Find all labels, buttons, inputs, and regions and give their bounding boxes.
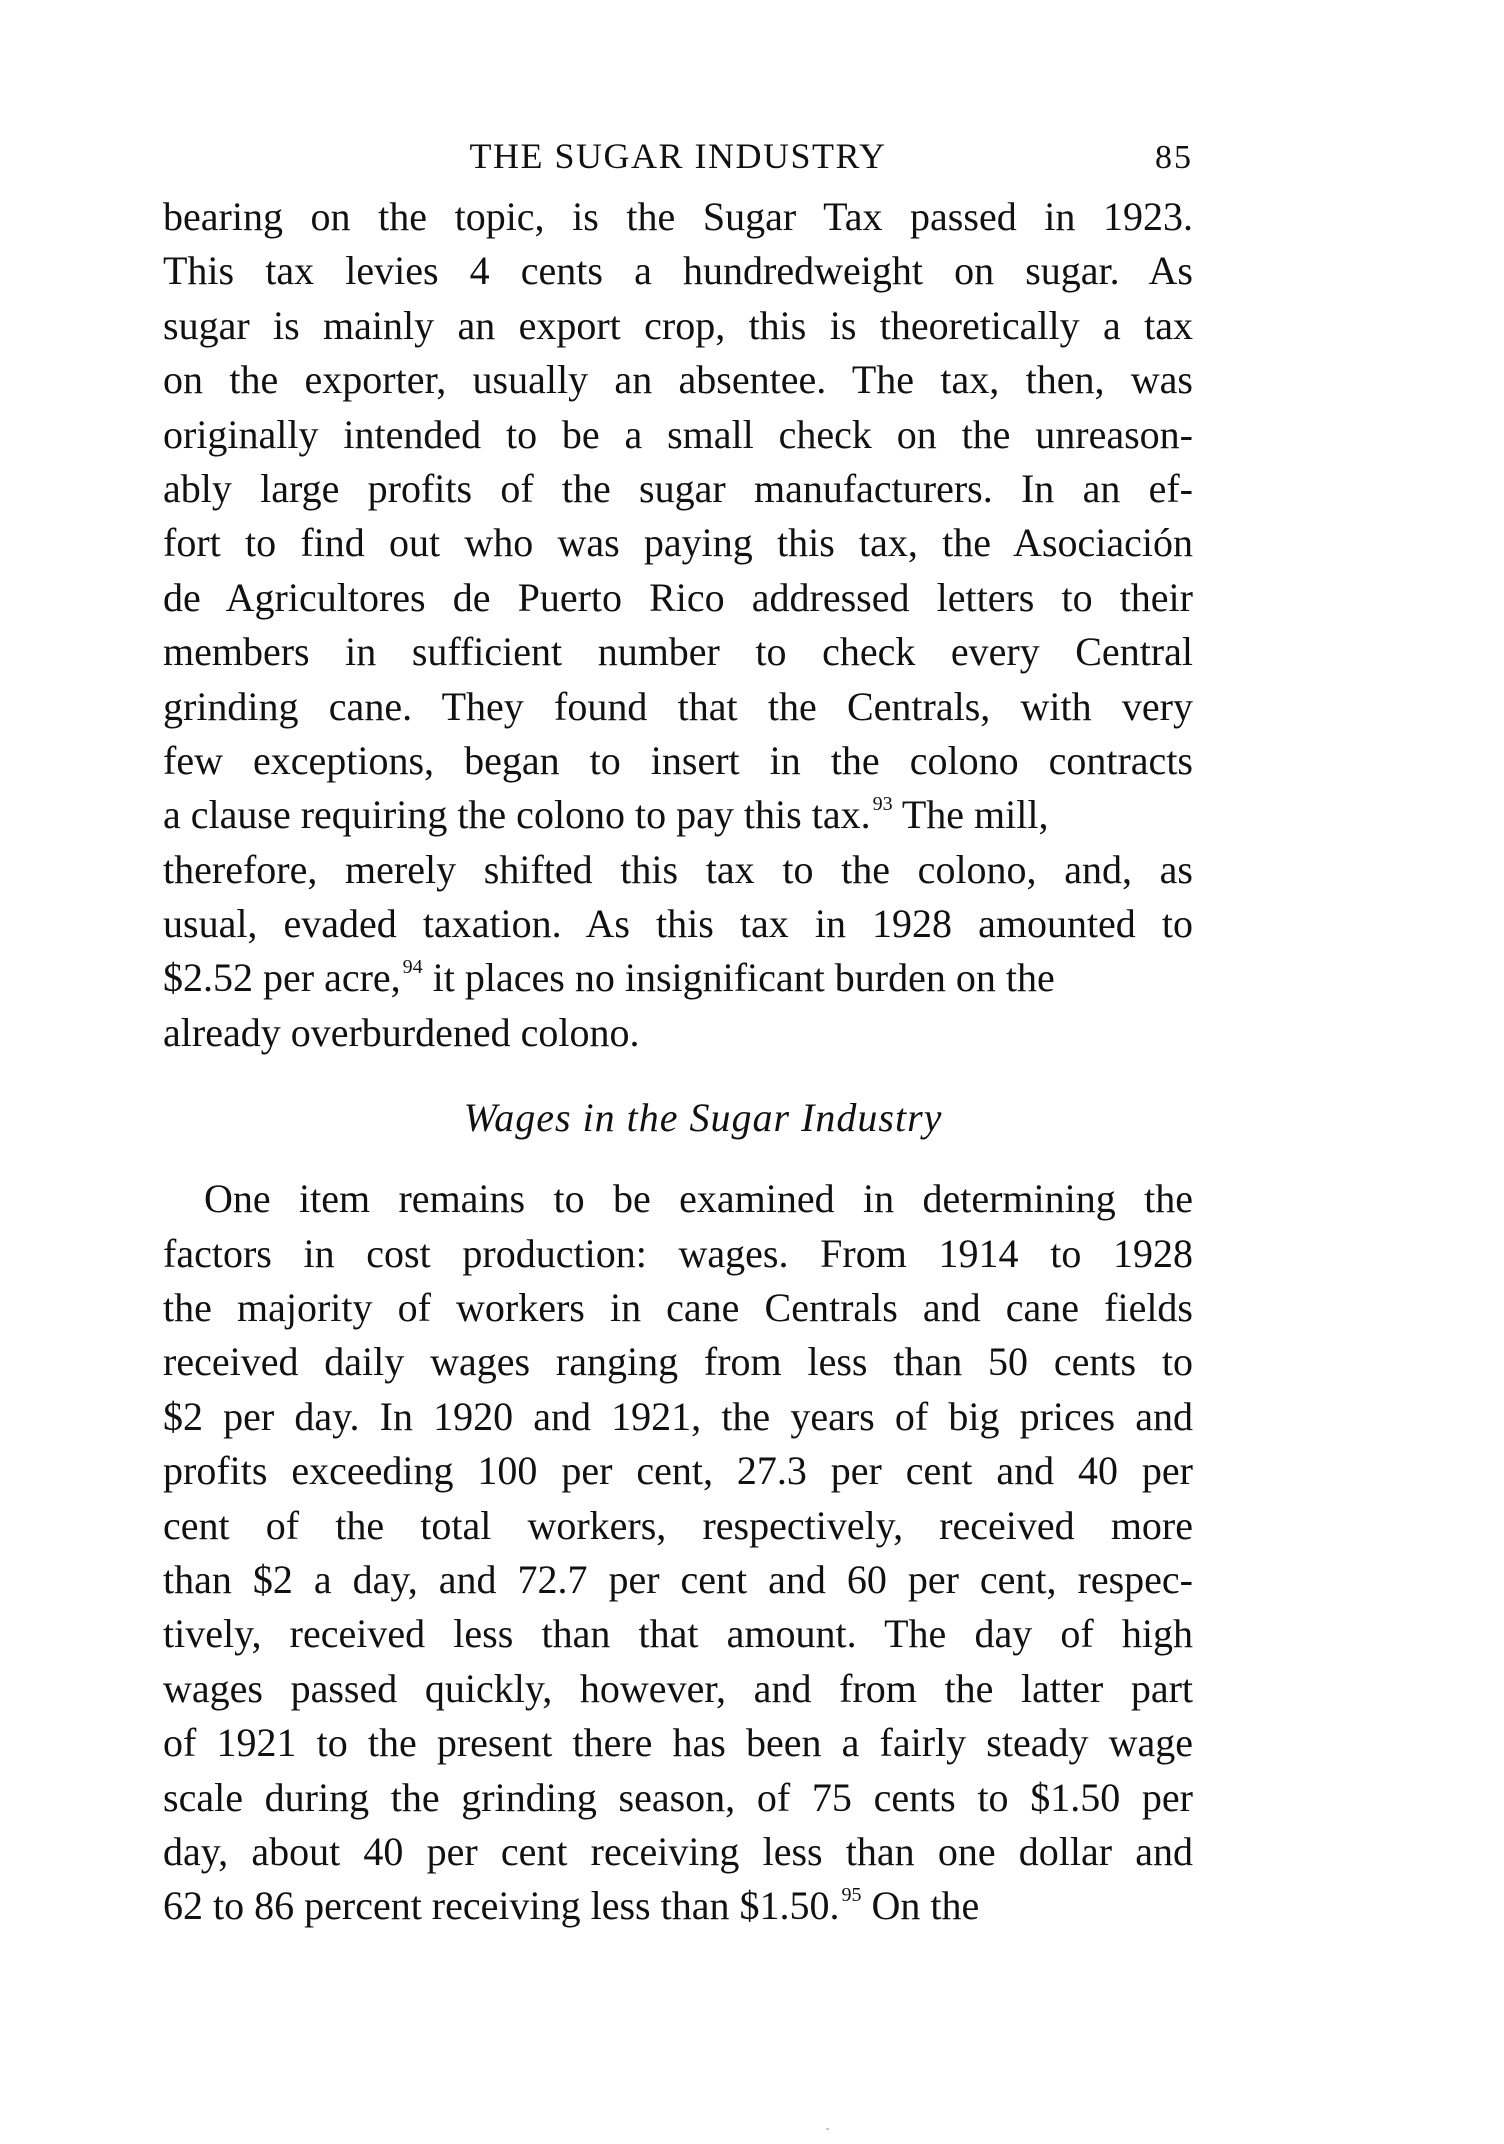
running-head xyxy=(163,128,1193,184)
text-line: grinding cane. They found that the Centrals, with very xyxy=(163,683,1193,729)
text-segment: a clause requiring the colono to pay this tax. xyxy=(163,792,871,838)
spacer xyxy=(163,1060,1193,1086)
text-line: cent of the total workers, respectively, received more xyxy=(163,1502,1193,1548)
footnote-ref-95[interactable]: 95 xyxy=(841,1884,862,1907)
text-segment: The mill, xyxy=(892,792,1049,838)
text-line: usual, evaded taxation. As this tax in 1928 amounted to xyxy=(163,901,1193,947)
text-line: This tax levies 4 cents a hundredweight on sugar. As xyxy=(163,248,1193,294)
text-line: One item remains to be examined in determining the xyxy=(204,1176,1193,1222)
text-line: day, about 40 per cent receiving less than one dollar and xyxy=(163,1828,1193,1874)
page-number: 85 xyxy=(1155,139,1193,176)
text-segment: On the xyxy=(861,1883,980,1929)
footnote-ref-93[interactable]: 93 xyxy=(872,793,893,816)
text-line: received daily wages ranging from less than 50 cents to xyxy=(163,1339,1193,1385)
text-line: the majority of workers in cane Centrals and cane fields xyxy=(163,1285,1193,1331)
text-line: originally intended to be a small check on the unreason- xyxy=(163,411,1193,457)
paragraph-1 xyxy=(163,190,1193,1060)
text-segment: $2.52 per acre, xyxy=(163,955,401,1001)
section-heading: Wages in the Sugar Industry xyxy=(463,1095,943,1141)
spacer xyxy=(163,1150,1193,1172)
text-line: than $2 a day, and 72.7 per cent and 60 per cent, respec- xyxy=(163,1556,1193,1602)
paragraph-2 xyxy=(163,1172,1193,1933)
text-line: $2 per day. In 1920 and 1921, the years of big prices and xyxy=(163,1393,1193,1439)
text-line: wages passed quickly, however, and from the latter part xyxy=(163,1665,1193,1711)
body-text xyxy=(163,190,1193,1934)
text-line: fort to find out who was paying this tax, the Asociación xyxy=(163,520,1193,566)
text-line: members in sufficient number to check every Central xyxy=(163,629,1193,675)
text-line: factors in cost production: wages. From 1914 to 1928 xyxy=(163,1230,1193,1276)
text-line: already overburdened colono. xyxy=(163,1009,640,1055)
text-line: de Agricultores de Puerto Rico addressed letters to their xyxy=(163,574,1193,620)
text-line: sugar is mainly an export crop, this is theoretically a tax xyxy=(163,302,1193,348)
text-line xyxy=(163,788,1193,842)
text-line xyxy=(163,1879,1193,1933)
footnote-ref-94[interactable]: 94 xyxy=(402,956,423,979)
text-line: scale during the grinding season, of 75 cents to $1.50 per xyxy=(163,1774,1193,1820)
text-line: therefore, merely shifted this tax to the colono, and, as xyxy=(163,846,1193,892)
text-line: of 1921 to the present there has been a fairly steady wage xyxy=(163,1720,1193,1766)
text-segment: 62 to 86 percent receiving less than $1.50. xyxy=(163,1883,840,1929)
text-line: profits exceeding 100 per cent, 27.3 per cent and 40 per xyxy=(163,1448,1193,1494)
scan-mark xyxy=(826,2128,829,2130)
text-line: on the exporter, usually an absentee. The tax, then, was xyxy=(163,357,1193,403)
text-segment: it places no insignificant burden on the xyxy=(422,955,1055,1001)
running-title: THE SUGAR INDUSTRY xyxy=(469,136,887,176)
text-line: bearing on the topic, is the Sugar Tax passed in 1923. xyxy=(163,194,1193,239)
text-line: few exceptions, began to insert in the colono contracts xyxy=(163,737,1193,783)
text-line: ably large profits of the sugar manufacturers. In an ef- xyxy=(163,465,1193,511)
text-line: tively, received less than that amount. The day of high xyxy=(163,1611,1193,1657)
text-line xyxy=(163,951,1193,1005)
